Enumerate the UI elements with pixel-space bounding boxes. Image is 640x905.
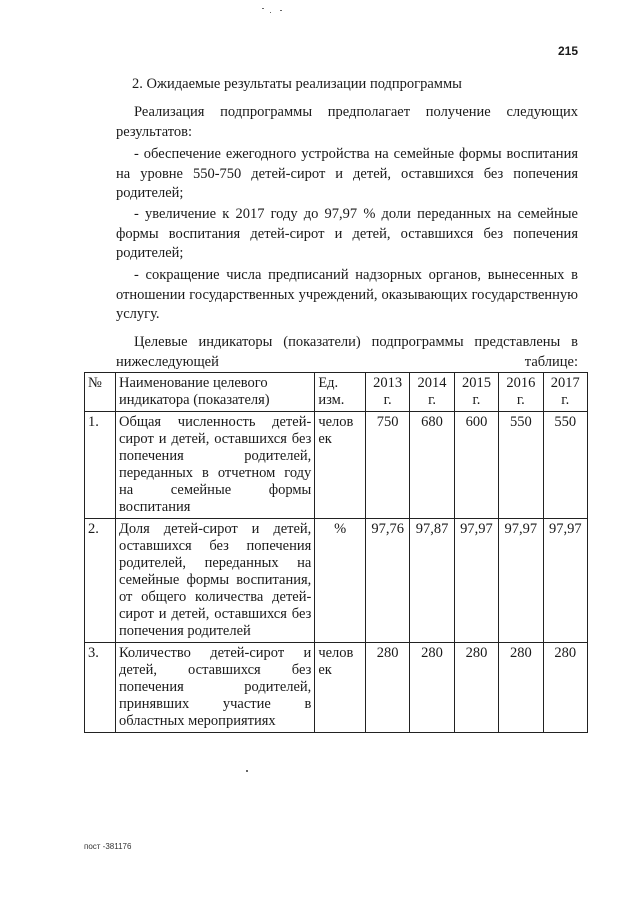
indicator-unit: % — [315, 519, 366, 643]
indicators-table — [84, 372, 588, 733]
result-item-2: - увеличение к 2017 году до 97,97 % доли переданных на семейные формы воспитания детей-сирот и детей, оставшихся без попечения родителей; — [116, 206, 578, 261]
table-intro-paragraph: Целевые индикаторы (показатели) подпрограммы представлены в нижеследующей таблице: — [116, 334, 578, 370]
header-unit: Ед. изм. — [315, 373, 366, 412]
value-2016: 97,97 — [499, 519, 543, 643]
value-2013: 280 — [365, 643, 409, 733]
scan-artifact — [246, 770, 248, 772]
indicator-name: Доля детей-сирот и детей, оставшихся без попечения родителей, переданных на семейные формы воспитания, от общего количества детей-сирот и детей, оставшихся без попечения родителей — [115, 519, 314, 643]
header-year-2013: 2013 г. — [365, 373, 409, 412]
scan-artifact — [262, 8, 264, 9]
row-number: 1. — [85, 412, 116, 519]
table-row — [85, 643, 588, 733]
header-year-2015: 2015 г. — [454, 373, 498, 412]
value-2015: 280 — [454, 643, 498, 733]
scan-artifact — [280, 10, 282, 11]
indicator-name: Общая численность детей-сирот и детей, оставшихся без попечения родителей, переданных в отчетном году на семейные формы воспитания — [115, 412, 314, 519]
row-number: 2. — [85, 519, 116, 643]
intro-paragraph: Реализация подпрограммы предполагает получение следующих результатов: — [116, 104, 578, 140]
value-2016: 280 — [499, 643, 543, 733]
value-2014: 680 — [410, 412, 454, 519]
page-number: 215 — [557, 44, 578, 58]
table-row — [85, 519, 588, 643]
scan-artifact — [270, 12, 271, 13]
table-header-row — [85, 373, 588, 412]
table-row — [85, 412, 588, 519]
indicator-unit: челов ек — [315, 643, 366, 733]
value-2013: 750 — [365, 412, 409, 519]
value-2013: 97,76 — [365, 519, 409, 643]
header-year-2016: 2016 г. — [499, 373, 543, 412]
result-item-1: - обеспечение ежегодного устройства на семейные формы воспитания на уровне 550-750 детей-сирот и детей, оставшихся без попечения родителей; — [116, 146, 578, 201]
value-2014: 97,87 — [410, 519, 454, 643]
result-item-3: - сокращение числа предписаний надзорных органов, вынесенных в отношении государственных учреждений, оказывающих государственную услугу. — [116, 267, 578, 322]
value-2017: 550 — [543, 412, 587, 519]
value-2017: 97,97 — [543, 519, 587, 643]
value-2014: 280 — [410, 643, 454, 733]
section-heading: 2. Ожидаемые результаты реализации подпрограммы — [132, 76, 462, 92]
document-footer: пост -381176 — [84, 842, 132, 851]
value-2015: 600 — [454, 412, 498, 519]
header-year-2017: 2017 г. — [543, 373, 587, 412]
value-2016: 550 — [499, 412, 543, 519]
header-number: № — [85, 373, 116, 412]
value-2017: 280 — [543, 643, 587, 733]
row-number: 3. — [85, 643, 116, 733]
header-indicator-name: Наименование целевого индикатора (показателя) — [115, 373, 314, 412]
header-year-2014: 2014 г. — [410, 373, 454, 412]
value-2015: 97,97 — [454, 519, 498, 643]
indicator-unit: челов ек — [315, 412, 366, 519]
indicator-name: Количество детей-сирот и детей, оставшихся без попечения родителей, принявших участие в областных мероприятиях — [115, 643, 314, 733]
